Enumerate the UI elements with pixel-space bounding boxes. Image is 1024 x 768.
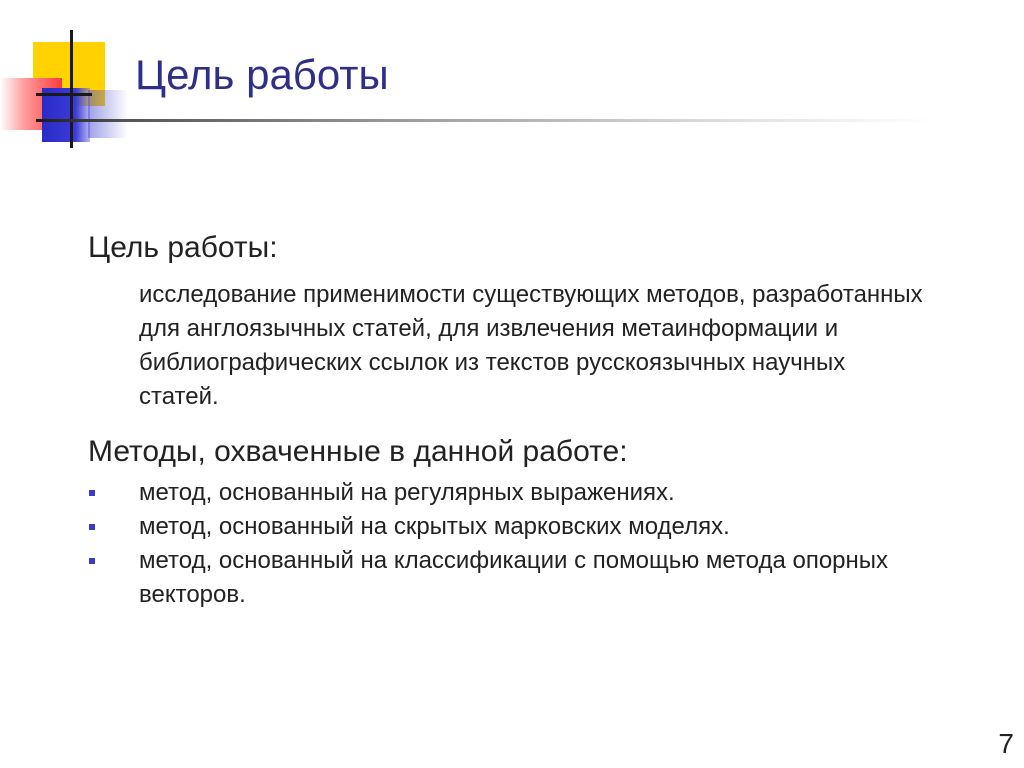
horizontal-line-short: [36, 93, 92, 96]
method-item-text: метод, основанный на регулярных выражениях.: [139, 479, 675, 506]
blue-square-shape: [42, 88, 90, 142]
decorative-logo: [0, 0, 140, 150]
methods-heading: Методы, охваченные в данной работе:: [88, 435, 628, 468]
slide-title: Цель работы: [135, 51, 389, 98]
list-item: [88, 544, 929, 612]
vertical-line: [70, 30, 73, 148]
slide-body: [88, 228, 948, 612]
list-item: [88, 476, 929, 510]
method-item-text: метод, основанный на классификации с помощью метода опорных векторов.: [139, 547, 889, 608]
goal-heading: Цель работы:: [88, 231, 278, 264]
list-item: [88, 510, 929, 544]
goal-text: исследование применимости существующих методов, разработанных для англоязычных статей, для извлечения метаинформации и библиографических ссылок из текстов русскоязычных научных статей.: [139, 281, 923, 410]
bullet-square-icon: [89, 490, 95, 496]
method-item-text: метод, основанный на скрытых марковских моделях.: [139, 513, 730, 540]
title-underline: [36, 119, 936, 122]
blue-fade-shape: [88, 90, 128, 138]
bullet-square-icon: [89, 524, 95, 530]
bullet-square-icon: [89, 558, 95, 564]
page-number: 7: [998, 728, 1014, 759]
methods-list: [88, 476, 948, 612]
